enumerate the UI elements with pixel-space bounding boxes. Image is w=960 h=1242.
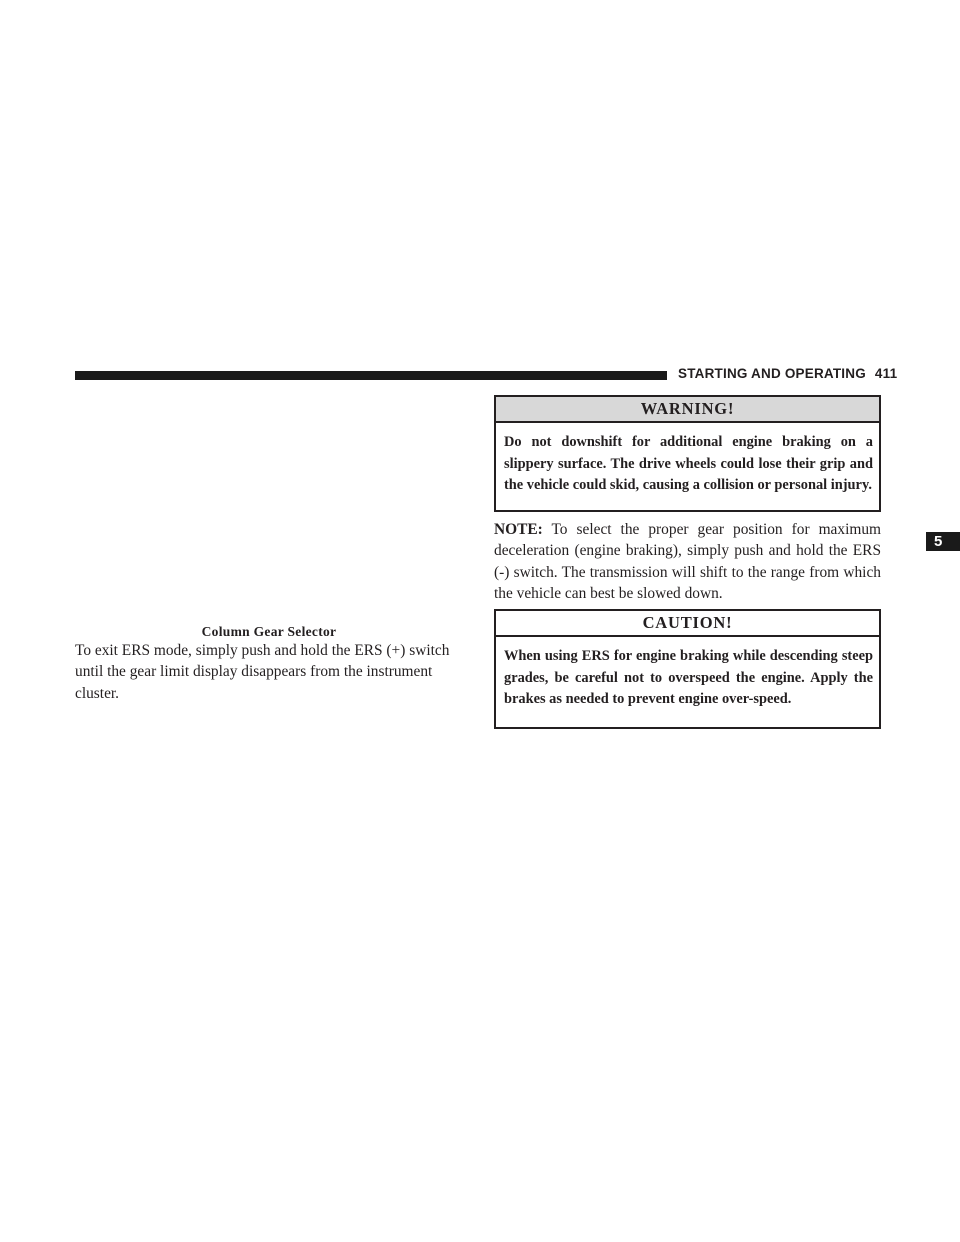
exit-ers-paragraph: To exit ERS mode, simply push and hold the ERS (+) switch until the gear limit display disappears from the instrument cluster. [75, 642, 450, 702]
warning-box [494, 395, 881, 512]
note-label: NOTE: [494, 521, 543, 538]
caution-body: When using ERS for engine braking while descending steep grades, be careful not to overspeed the engine. Apply the brakes as needed to prevent engine over-speed. [504, 648, 873, 708]
caution-box [494, 609, 881, 729]
figure-placeholder [75, 395, 463, 615]
caution-title: CAUTION! [496, 611, 879, 637]
page-number: 411 [874, 366, 898, 381]
header-rule [75, 371, 667, 380]
note-paragraph [494, 519, 881, 605]
warning-body: Do not downshift for additional engine braking on a slippery surface. The drive wheels could lose their grip and the vehicle could skid, causing a collision or personal injury. [504, 434, 873, 494]
warning-title: WARNING! [496, 397, 879, 423]
figure-caption: Column Gear Selector [201, 624, 337, 639]
section-title: STARTING AND OPERATING [678, 366, 866, 381]
running-header [678, 366, 897, 381]
chapter-tab: 5 [926, 532, 960, 551]
note-text: To select the proper gear position for maximum deceleration (engine braking), simply push and hold the ERS (-) switch. The transmission will shift to the range from which the vehicle can best be slowed down. [494, 521, 881, 603]
